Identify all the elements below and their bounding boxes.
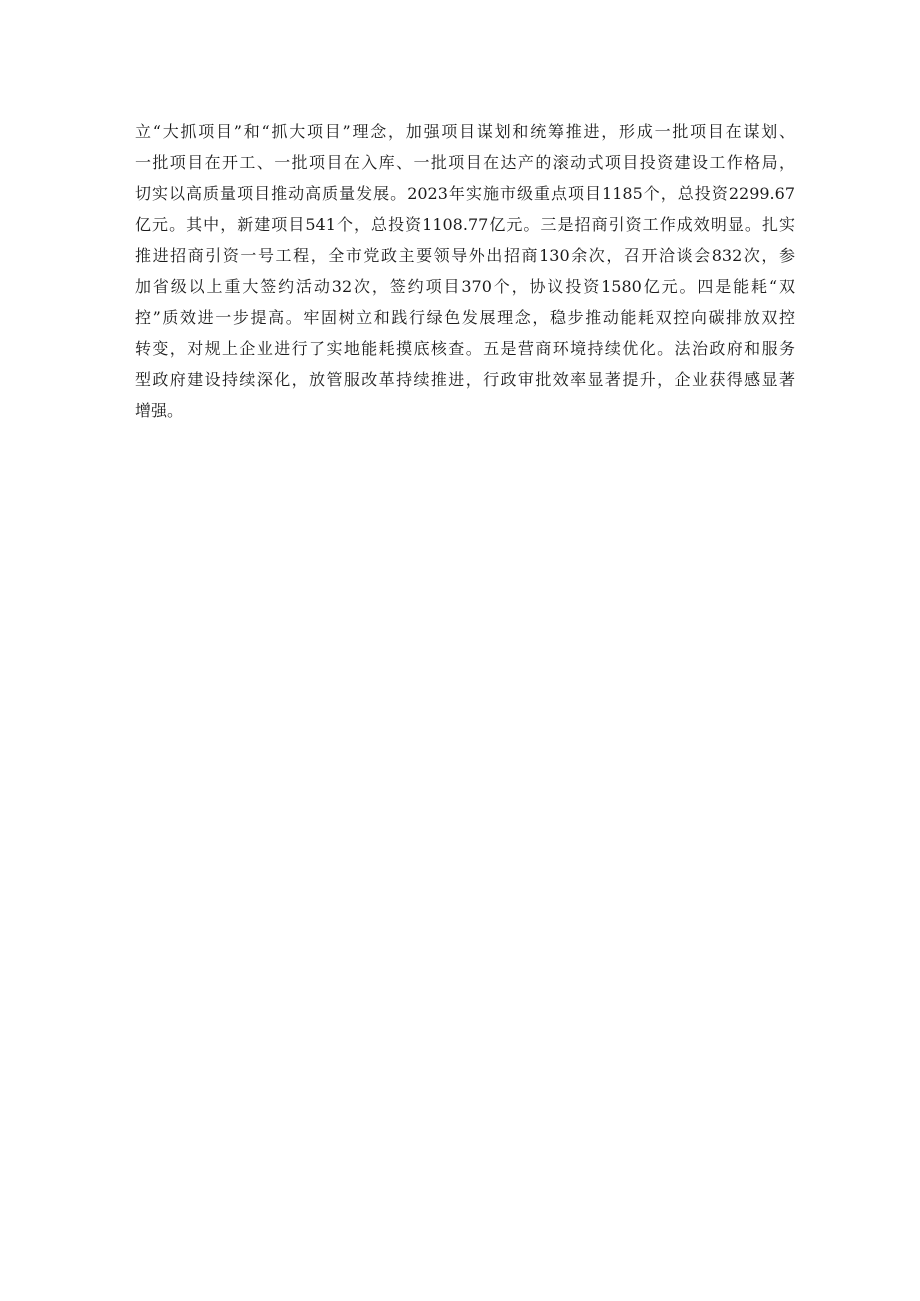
paragraph-line-10: 增强。 <box>135 401 184 420</box>
paragraph-line-6: 加省级以上重大签约活动32次，签约项目370个，协议投资1580亿元。四是能耗“双 <box>135 277 795 296</box>
paragraph-line-1: 立“大抓项目”和“抓大项目”理念，加强项目谋划和统筹推进，形成一批项目在谋划、 <box>135 122 795 141</box>
paragraph-line-9: 型政府建设持续深化，放管服改革持续推进，行政审批效率显著提升，企业获得感显著 <box>135 370 795 389</box>
paragraph-line-4: 亿元。其中，新建项目541个，总投资1108.77亿元。三是招商引资工作成效明显。扎实 <box>135 215 795 234</box>
body-paragraph <box>135 116 795 426</box>
paragraph-line-7: 控”质效进一步提高。牢固树立和践行绿色发展理念，稳步推动能耗双控向碳排放双控 <box>135 308 795 327</box>
paragraph-line-2: 一批项目在开工、一批项目在入库、一批项目在达产的滚动式项目投资建设工作格局， <box>135 153 795 172</box>
paragraph-line-3: 切实以高质量项目推动高质量发展。2023年实施市级重点项目1185个，总投资2299.67 <box>135 184 795 203</box>
paragraph-line-8: 转变，对规上企业进行了实地能耗摸底核查。五是营商环境持续优化。法治政府和服务 <box>135 339 795 358</box>
paragraph-line-5: 推进招商引资一号工程，全市党政主要领导外出招商130余次，召开洽谈会832次，参 <box>135 246 795 265</box>
